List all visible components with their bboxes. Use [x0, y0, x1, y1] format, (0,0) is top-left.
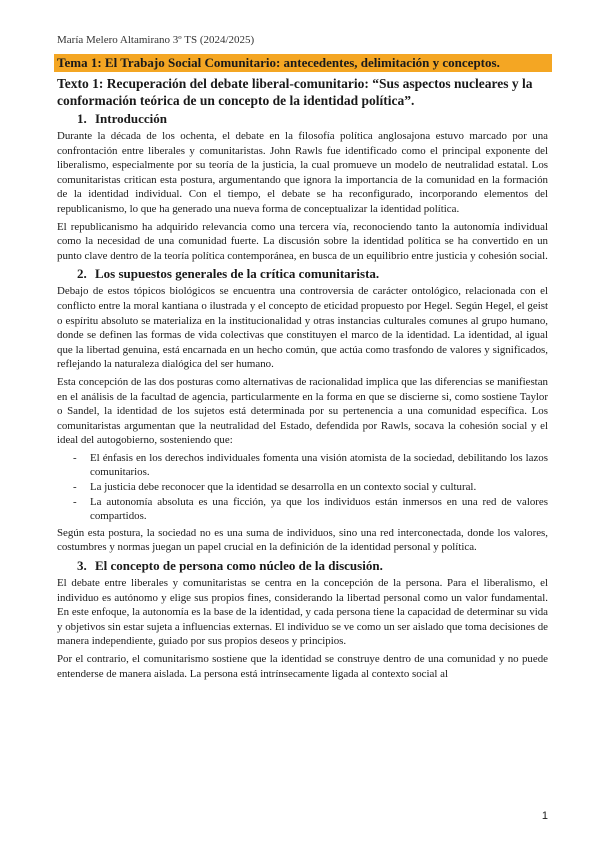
list-item-text: La autonomía absoluta es una ficción, ya que los individuos están inmersos en una red de valores compartidos. [90, 495, 548, 523]
list-item [57, 451, 548, 480]
dash-bullet: - [73, 451, 77, 464]
paragraph: El debate entre liberales y comunitaristas se centra en la concepción de la persona. Para el liberalismo, el individuo es autónomo y elige sus propios fines, considerando la libertad personal como un valor fundamental. En este enfoque, la autonomía es la base de la identidad, y cada persona tiene la capacidad de determinar su vida y objetivos sin estar sujeta a influencias externas. El individuo se ve como un ser aislado que toma decisiones de manera independiente, guiado por sus propios deseos y principios. [57, 577, 548, 648]
bullet-list [57, 451, 548, 524]
paragraph: El republicanismo ha adquirido relevancia como una tercera vía, reconociendo tanto la autonomía individual como la necesidad de una comunidad fuerte. La discusión sobre la identidad política se ha convertido en un punto clave dentro de la teoría política contemporánea, en busca de un equilibrio entre justicia y cohesión social. [57, 220, 548, 262]
list-item [57, 495, 548, 524]
section-heading-2 [77, 266, 548, 282]
paragraph: Por el contrario, el comunitarismo sostiene que la identidad se construye dentro de una comunidad y no puede entenderse de manera aislada. La persona está intrínsecamente ligada al contexto social al [57, 653, 548, 680]
section-number: 2. [77, 266, 87, 282]
list-item-text: La justicia debe reconocer que la identidad se desarrolla en un contexto social y cultural. [90, 481, 477, 494]
section-title: Introducción [95, 111, 167, 126]
section-heading-1 [77, 111, 548, 127]
text-title: Texto 1: Recuperación del debate liberal-comunitario: “Sus aspectos nucleares y la conformación teórica de un concepto de la identidad política”. [57, 76, 533, 108]
dash-bullet: - [73, 495, 77, 508]
section-number: 3. [77, 558, 87, 574]
section-heading-3 [77, 558, 548, 574]
section-title: Los supuestos generales de la crítica comunitarista. [95, 266, 380, 282]
highlighted-topic-title: Tema 1: El Trabajo Social Comunitario: antecedentes, delimitación y conceptos. [54, 54, 552, 72]
section-number: 1. [77, 111, 87, 126]
dash-bullet: - [73, 481, 77, 494]
paragraph: Debajo de estos tópicos biológicos se encuentra una controversia de carácter ontológico, relacionada con el conflicto entre la moral kantiana o ilustrada y el concepto de eticidad propuesto por Hegel. Según Hegel, el geist o espíritu absoluto se materializa en la institucionalidad y otras instancias culturales comunes al grupo humano, donde se definen las formas de vida colectivas que constituyen el marco de la identidad. La identidad, al igual que la libertad genuina, está encarnada en un hecho común, que actúa como trasfondo de valores y significados, reflejando la naturaleza dialógica del ser humano. [57, 285, 548, 371]
paragraph: Durante la década de los ochenta, el debate en la filosofía política anglosajona estuvo marcado por una confrontación entre liberales y comunitaristas. John Rawls fue identificado como el principal exponente del liberalismo, especialmente por su teoría de la justicia, la cual promueve un modelo de neutralidad estatal. Los comunitaristas critican esta postura, argumentando que ignora la importancia de la comunidad en la formación de la identidad individual. Con el tiempo, el debate se ha reconfigurado, incorporando elementos del republicanismo, lo que ha generado una nueva forma de conceptualizar la identidad política. [57, 130, 548, 215]
paragraph: Según esta postura, la sociedad no es una suma de individuos, sino una red interconectada, donde los valores, costumbres y normas juegan un papel crucial en la definición de la identidad personal y política. [57, 526, 548, 554]
list-item [57, 480, 548, 495]
paragraph: Esta concepción de las dos posturas como alternativas de racionalidad implica que las diferencias se manifiestan en el análisis de la facultad de agencia, particularmente en la forma en que se discierne si, como sostiene Taylor o Sandel, la identidad de los sujetos está determinada por su pertenencia a una comunidad específica. Los comunitaristas argumentan que la neutralidad del Estado, defendida por Rawls, socava la cohesión social y el ideal del autogobierno, sosteniendo que: [57, 375, 548, 447]
page-number: 1 [541, 810, 548, 822]
header-author: María Melero Altamirano 3º TS (2024/2025) [57, 34, 255, 46]
section-title: El concepto de persona como núcleo de la discusión. [95, 558, 383, 574]
list-item-text: El énfasis en los derechos individuales fomenta una visión atomista de la sociedad, debilitando los lazos comunitarios. [90, 451, 548, 479]
